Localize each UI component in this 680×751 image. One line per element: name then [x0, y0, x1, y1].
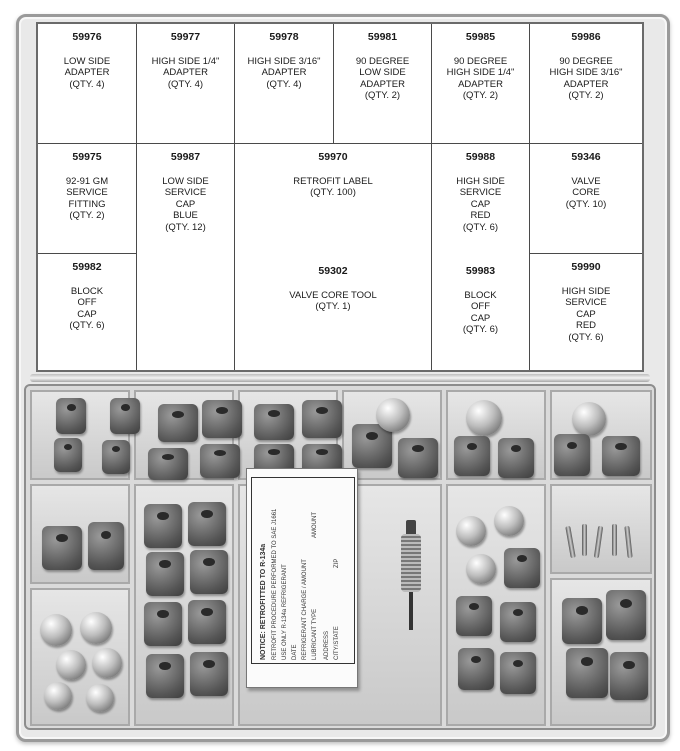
- part-description: HIGH SIDE SERVICE CAP RED (QTY. 6): [456, 175, 505, 233]
- valve-core: [612, 524, 617, 556]
- part-number: 59983: [465, 265, 496, 277]
- label-cell: [432, 24, 530, 144]
- retrofit-heading: NOTICE: RETROFITTED TO R-134a: [260, 543, 267, 660]
- high-side-service-cap: [566, 648, 608, 698]
- high-side-service-cap: [500, 652, 536, 694]
- label-cell: [530, 24, 642, 144]
- part-description: 90 DEGREE HIGH SIDE 1/4" ADAPTER (QTY. 2): [446, 55, 515, 101]
- retrofit-field: ADDRESS: [324, 630, 330, 660]
- adapter: [498, 438, 534, 478]
- label-cell: [530, 254, 642, 370]
- part-number: 59987: [170, 151, 201, 163]
- label-cell: [38, 24, 137, 144]
- retrofit-field: LUBRICANT TYPE: [312, 608, 318, 660]
- low-side-service-cap: [146, 654, 184, 698]
- part-number: 59976: [72, 31, 102, 43]
- retrofit-field: RETROFIT PROCEDURE PERFORMED TO SAE J1661: [272, 508, 278, 660]
- high-side-service-cap: [456, 596, 492, 636]
- low-side-service-cap: [190, 652, 228, 696]
- low-side-service-cap: [144, 504, 182, 548]
- part-number: 59988: [465, 151, 496, 163]
- high-side-service-cap: [606, 590, 646, 640]
- label-cell: [235, 144, 432, 258]
- part-description: LOW SIDE ADAPTER (QTY. 4): [63, 55, 111, 90]
- label-cell: [235, 24, 334, 144]
- valve-core-tool: [398, 520, 424, 630]
- adapter-fitting: [376, 398, 410, 432]
- retrofit-field: USE ONLY R-134a REFRIGERANT: [282, 564, 288, 660]
- adapter: [602, 436, 640, 476]
- part-description: 92-91 GM SERVICE FITTING (QTY. 2): [65, 175, 109, 221]
- part-description: BLOCK OFF CAP (QTY. 6): [462, 289, 499, 335]
- low-side-service-cap: [146, 552, 184, 596]
- gm-service-fitting: [88, 522, 124, 570]
- block-off-cap: [494, 506, 524, 536]
- adapter: [454, 436, 490, 476]
- part-number: 59302: [318, 265, 348, 277]
- part-number: 59990: [571, 261, 601, 273]
- service-cap: [54, 438, 82, 472]
- service-cap: [202, 400, 242, 438]
- retrofit-field: ZIP: [334, 558, 340, 568]
- label-cell: [432, 258, 530, 370]
- retrofit-field: CITY/STATE: [334, 626, 340, 660]
- label-cell: [235, 258, 432, 370]
- block-off-cap: [456, 516, 486, 546]
- part-description: HIGH SIDE 1/4" ADAPTER (QTY. 4): [151, 55, 220, 90]
- part-description: BLOCK OFF CAP (QTY. 6): [69, 285, 105, 331]
- gm-service-fitting: [42, 526, 82, 570]
- retrofit-field: DATE: [292, 644, 298, 660]
- part-description: VALVE CORE (QTY. 10): [565, 175, 607, 210]
- label-cell: [137, 144, 235, 370]
- part-number: 59985: [465, 31, 496, 43]
- part-description: 90 DEGREE LOW SIDE ADAPTER (QTY. 2): [355, 55, 410, 101]
- label-cell: [432, 144, 530, 258]
- tool-grip: [401, 534, 421, 592]
- part-number: 59982: [72, 261, 102, 273]
- part-description: HIGH SIDE 3/16" ADAPTER (QTY. 4): [247, 55, 321, 90]
- part-description: RETROFIT LABEL (QTY. 100): [293, 175, 373, 198]
- part-number: 59346: [571, 151, 601, 163]
- lid-label-sheet: [36, 22, 644, 372]
- label-border: [251, 477, 355, 664]
- part-number: 59977: [170, 31, 201, 43]
- block-off-cap: [56, 650, 86, 680]
- adapter-fitting: [466, 400, 502, 436]
- high-side-service-cap: [500, 602, 536, 642]
- low-side-service-cap: [188, 600, 226, 644]
- label-cell: [38, 144, 137, 254]
- adapter-fitting: [572, 402, 606, 436]
- part-number: 59978: [269, 31, 299, 43]
- high-side-service-cap: [562, 598, 602, 644]
- tool-tip: [409, 592, 413, 630]
- high-side-service-cap: [610, 652, 648, 700]
- block-off-cap: [80, 612, 112, 644]
- high-side-service-cap: [504, 548, 540, 588]
- label-cell: [530, 144, 642, 254]
- case-hinge: [30, 374, 650, 382]
- block-off-cap: [44, 682, 72, 710]
- low-side-service-cap: [144, 602, 182, 646]
- part-description: VALVE CORE TOOL (QTY. 1): [289, 289, 377, 312]
- service-cap: [254, 404, 294, 440]
- high-side-service-cap: [458, 648, 494, 690]
- valve-core: [582, 524, 587, 556]
- adapter: [554, 434, 590, 476]
- retrofit-field: AMOUNT: [312, 512, 318, 538]
- block-off-cap: [86, 684, 114, 712]
- adapter: [398, 438, 438, 478]
- low-side-service-cap: [188, 502, 226, 546]
- service-cap: [158, 404, 198, 442]
- service-cap: [102, 440, 130, 474]
- label-cell: [334, 24, 432, 144]
- part-description: HIGH SIDE SERVICE CAP RED (QTY. 6): [561, 285, 611, 343]
- block-off-cap: [466, 554, 496, 584]
- part-number: 59981: [367, 31, 398, 43]
- part-description: 90 DEGREE HIGH SIDE 3/16" ADAPTER (QTY. 2): [549, 55, 623, 101]
- retrofit-field: REFRIGERANT CHARGE / AMOUNT: [302, 559, 308, 660]
- service-cap: [200, 444, 240, 478]
- service-cap: [302, 400, 342, 438]
- label-cell: [137, 24, 235, 144]
- label-cell: [38, 254, 137, 370]
- service-cap: [148, 448, 188, 480]
- low-side-service-cap: [190, 550, 228, 594]
- part-description: LOW SIDE SERVICE CAP BLUE (QTY. 12): [162, 175, 209, 233]
- block-off-cap: [92, 648, 122, 678]
- block-off-cap: [40, 614, 72, 646]
- retrofit-label-card: [246, 468, 358, 688]
- part-number: 59986: [571, 31, 601, 43]
- service-cap: [110, 398, 140, 434]
- service-cap: [56, 398, 86, 434]
- part-number: 59970: [318, 151, 348, 163]
- part-number: 59975: [72, 151, 102, 163]
